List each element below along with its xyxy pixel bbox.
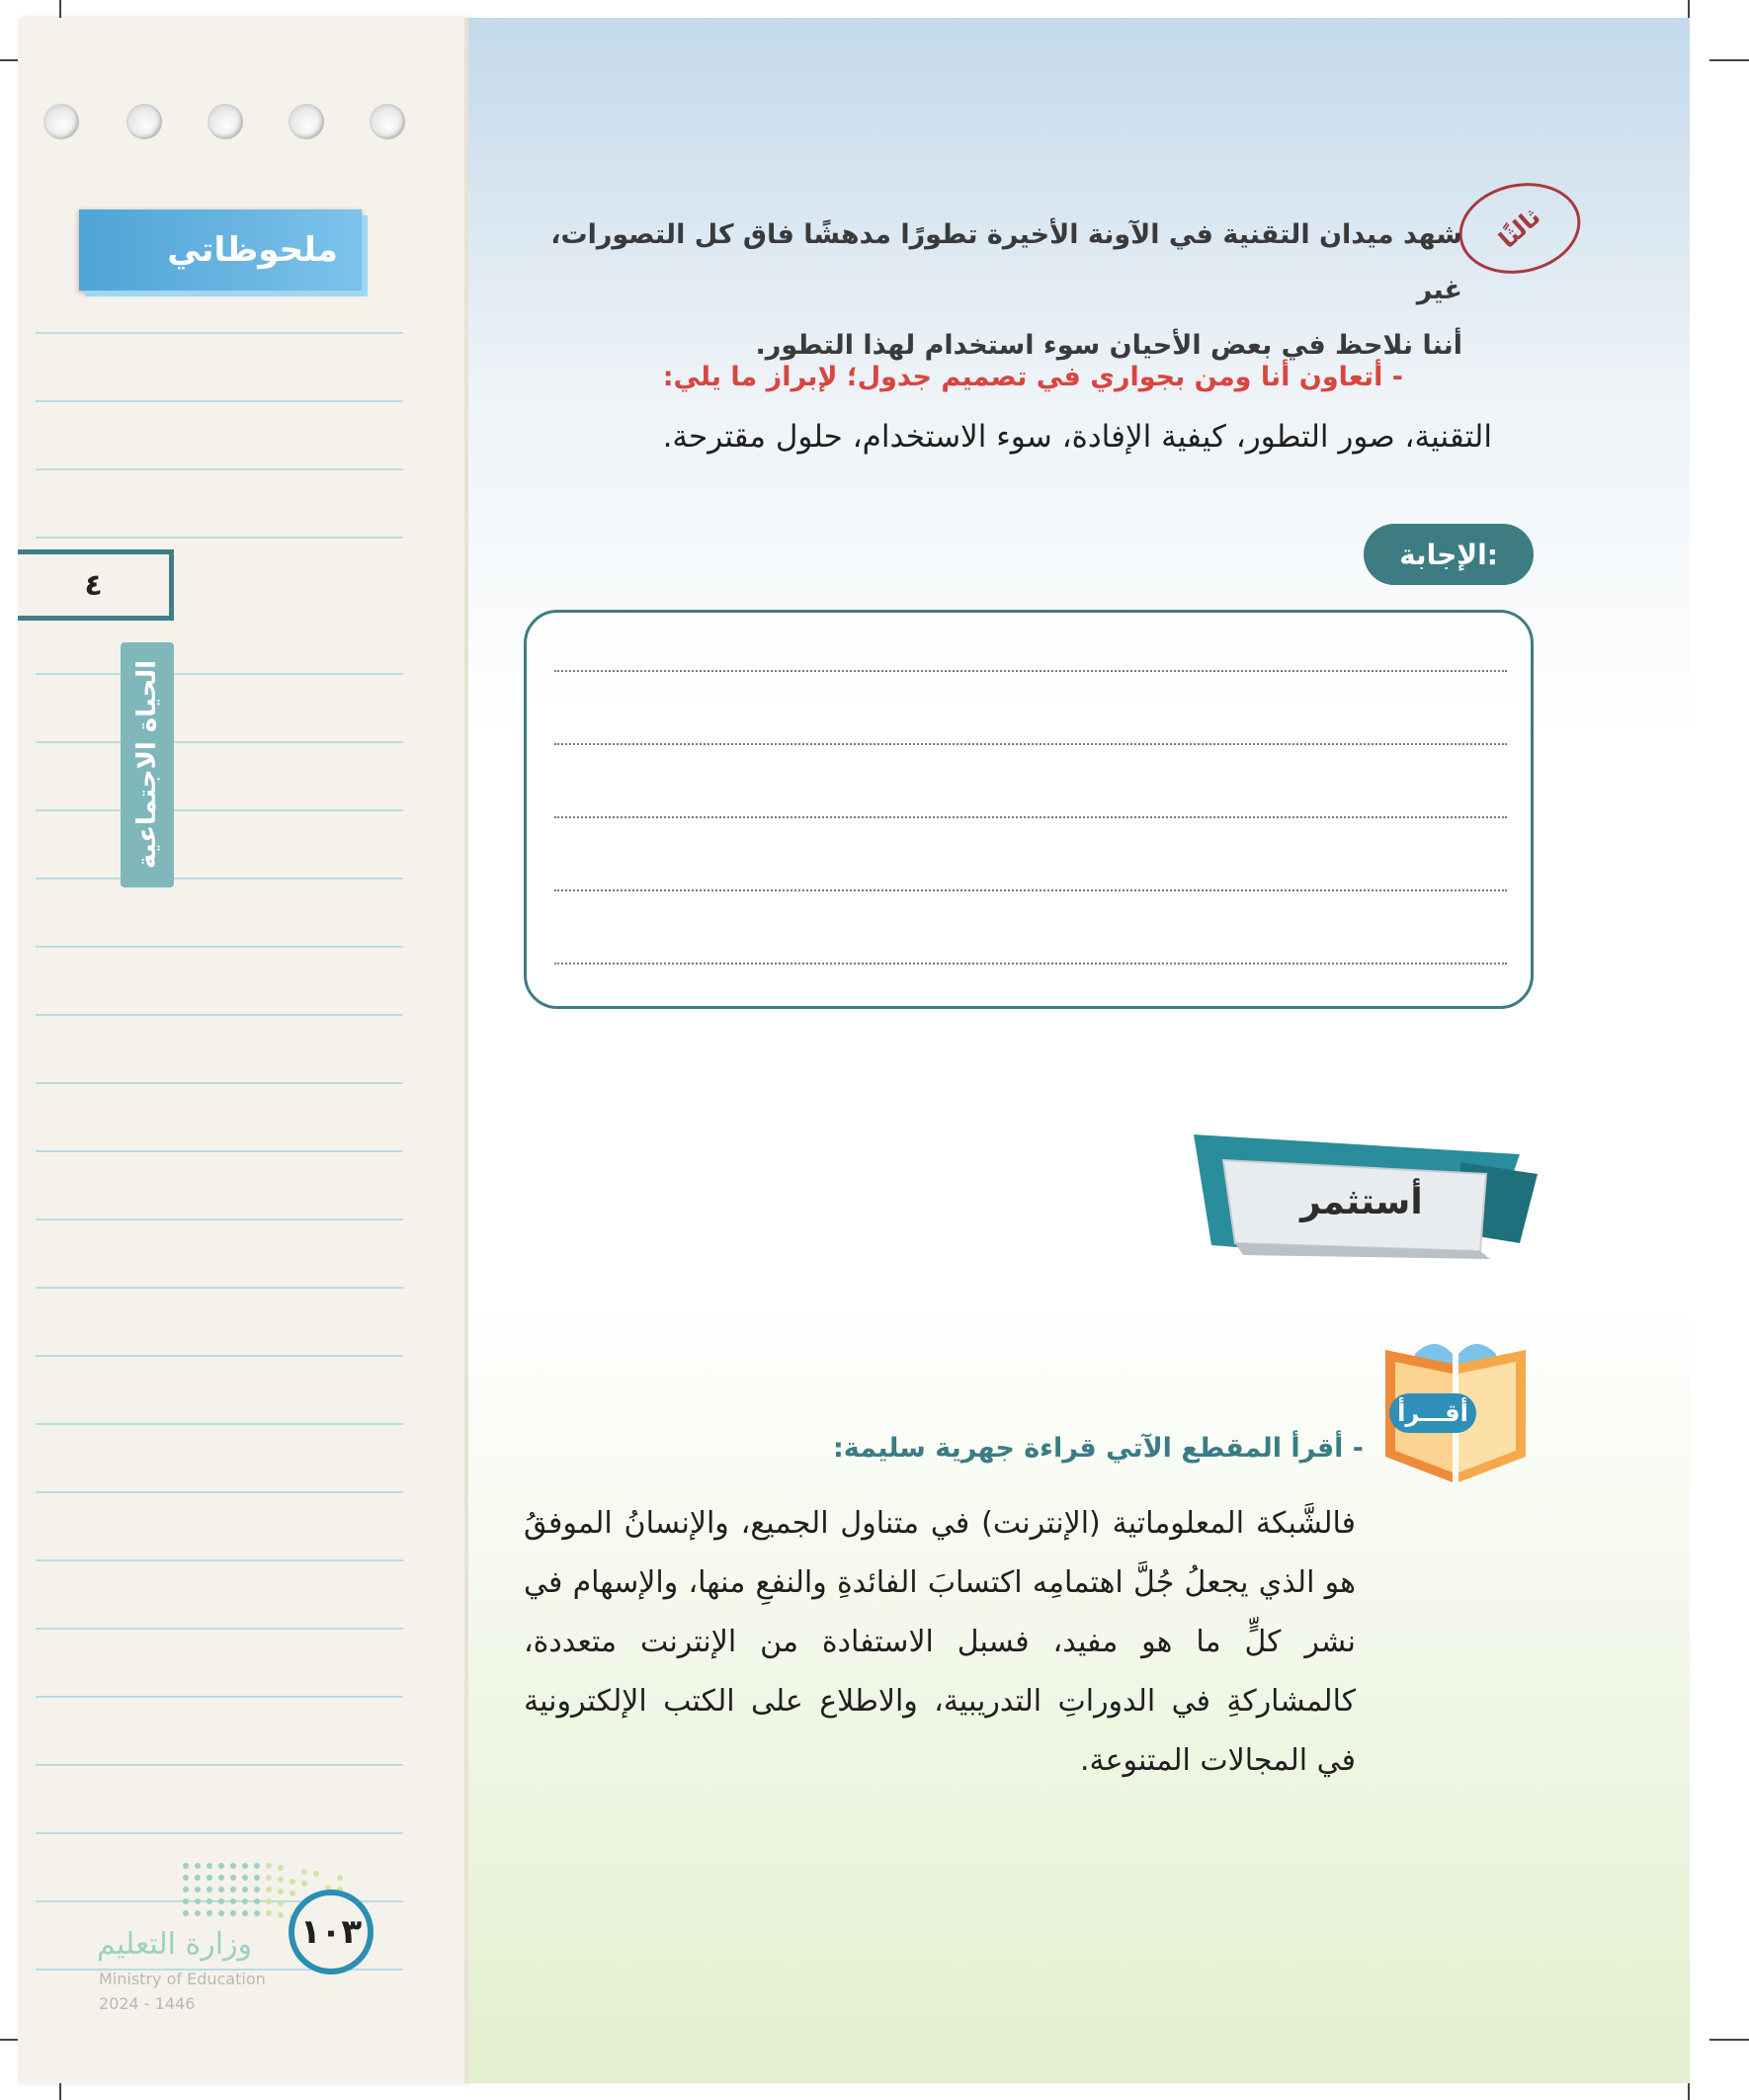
logo-dot	[266, 1898, 272, 1904]
logo-dot	[242, 1898, 248, 1904]
note-line	[36, 1287, 403, 1289]
note-line	[36, 1423, 403, 1425]
logo-dot	[207, 1875, 212, 1881]
read-label-pill	[1389, 1393, 1476, 1433]
notes-sidebar	[18, 18, 468, 2083]
logo-dot	[242, 1887, 248, 1892]
invest-title: أستثمر	[1300, 1182, 1423, 1222]
note-line	[36, 1559, 403, 1561]
binder-hole	[370, 104, 405, 139]
logo-dot	[266, 1887, 272, 1892]
logo-dot	[278, 1900, 284, 1906]
unit-number: ٤	[84, 567, 103, 603]
logo-dot	[254, 1898, 260, 1904]
binder-hole	[289, 104, 324, 139]
logo-dot	[207, 1910, 212, 1916]
logo-dot	[230, 1898, 236, 1904]
answer-line[interactable]	[554, 963, 1507, 965]
note-line	[36, 1218, 403, 1220]
logo-dot	[254, 1875, 260, 1881]
logo-dot	[278, 1877, 284, 1883]
read-label: أقـــرأ	[1397, 1399, 1468, 1427]
logo-dot	[183, 1875, 189, 1881]
binder-hole	[126, 104, 162, 139]
task-items: التقنية، صور التطور، كيفية الإفادة، سوء الاستخدام، حلول مقترحة.	[662, 419, 1492, 455]
logo-dot	[230, 1875, 236, 1881]
logo-dot	[195, 1910, 201, 1916]
note-line	[36, 809, 403, 811]
answer-label: الإجابة:	[1399, 538, 1498, 571]
note-line	[36, 878, 403, 880]
logo-dot	[230, 1863, 236, 1869]
ministry-name-arabic: وزارة التعليم	[97, 1927, 253, 1962]
answer-line[interactable]	[554, 670, 1507, 672]
logo-dot	[254, 1887, 260, 1892]
logo-dot	[278, 1865, 284, 1871]
logo-dot	[278, 1889, 284, 1894]
logo-dot	[266, 1863, 272, 1869]
unit-number-box	[18, 549, 174, 621]
ministry-name-english: Ministry of Education	[99, 1970, 266, 1988]
logo-dot	[301, 1881, 307, 1887]
logo-dot	[183, 1898, 189, 1904]
note-line	[36, 332, 403, 334]
logo-dot	[195, 1898, 201, 1904]
note-line	[36, 537, 403, 539]
logo-dot	[195, 1863, 201, 1869]
unit-tab	[121, 642, 174, 887]
note-line	[36, 741, 403, 743]
logo-dot	[230, 1910, 236, 1916]
edition-year: 2024 - 1446	[99, 1994, 196, 2013]
note-line	[36, 1491, 403, 1493]
logo-dot	[337, 1875, 343, 1881]
logo-dot	[242, 1910, 248, 1916]
answer-label-pill	[1364, 524, 1534, 585]
note-line	[36, 400, 403, 402]
read-instruction: - أقرأ المقطع الآتي قراءة جهرية سليمة:	[832, 1433, 1364, 1464]
note-line	[36, 1014, 403, 1016]
logo-dot	[242, 1863, 248, 1869]
logo-dot	[290, 1890, 295, 1896]
logo-dot	[218, 1863, 224, 1869]
answer-line[interactable]	[554, 889, 1507, 891]
unit-name: الحياة الاجتماعية	[132, 660, 162, 870]
logo-dot	[195, 1887, 201, 1892]
logo-dot	[207, 1898, 212, 1904]
note-line	[36, 1628, 403, 1630]
logo-dot	[254, 1910, 260, 1916]
logo-dot	[183, 1910, 189, 1916]
note-line	[36, 1150, 403, 1152]
crop-mark	[1709, 59, 1749, 61]
logo-dot	[207, 1887, 212, 1892]
notes-header	[79, 210, 362, 291]
note-line	[36, 673, 403, 675]
answer-line[interactable]	[554, 743, 1507, 745]
logo-dot	[266, 1875, 272, 1881]
binder-hole	[43, 104, 79, 139]
page-number-circle	[289, 1890, 374, 1974]
logo-dot	[218, 1887, 224, 1892]
logo-dot	[301, 1869, 307, 1875]
note-line	[36, 1696, 403, 1698]
binder-hole	[208, 104, 243, 139]
note-line	[36, 1832, 403, 1834]
logo-dot	[290, 1879, 295, 1885]
logo-dot	[195, 1875, 201, 1881]
note-line	[36, 946, 403, 948]
answer-box[interactable]	[524, 610, 1534, 1009]
logo-dot	[242, 1875, 248, 1881]
logo-dot	[254, 1863, 260, 1869]
logo-dot	[266, 1910, 272, 1916]
intro-line-2: أننا نلاحظ في بعض الأحيان سوء استخدام لهذا التطور.	[755, 330, 1462, 361]
reading-passage: فالشَّبكة المعلوماتية (الإنترنت) في متناول الجميع، والإنسانُ الموفقُ هو الذي يجعلُ جُلَّ اهتمامِه اكتسابَ الفائدةِ والنفعِ منها، والإسهام في نشر كلٍّ ما هو مفيد، فسبل الاستفادة من الإنترنت متعددة، كالمشاركةِ في الدوراتِ التدريبية، والاطلاع على الكتب الإلكترونية في المجالات المتنوعة.	[524, 1506, 1356, 1778]
page-number: ١٠٣	[299, 1912, 363, 1952]
logo-dot	[183, 1863, 189, 1869]
logo-dot	[207, 1863, 212, 1869]
task-instruction: - أتعاون أنا ومن بجواري في تصميم جدول؛ لإبراز ما يلي:	[662, 362, 1403, 392]
intro-line-1: شهد ميدان التقنية في الآونة الأخيرة تطورًا مدهشًا فاق كل التصورات، غير	[550, 219, 1462, 305]
crop-mark	[1709, 2039, 1749, 2041]
logo-dot	[313, 1871, 319, 1877]
logo-dot	[230, 1887, 236, 1892]
answer-line[interactable]	[554, 816, 1507, 818]
note-line	[36, 1082, 403, 1084]
note-line	[36, 1355, 403, 1357]
logo-dot	[218, 1875, 224, 1881]
logo-dot	[218, 1898, 224, 1904]
section-badge-text: ثالثًا	[1493, 203, 1546, 254]
notes-title: ملحوظاتي	[167, 230, 338, 270]
logo-dot	[183, 1887, 189, 1892]
note-line	[36, 1764, 403, 1766]
intro-paragraph	[524, 208, 1462, 374]
logo-dot	[218, 1910, 224, 1916]
logo-dot	[278, 1912, 284, 1918]
note-line	[36, 468, 403, 470]
